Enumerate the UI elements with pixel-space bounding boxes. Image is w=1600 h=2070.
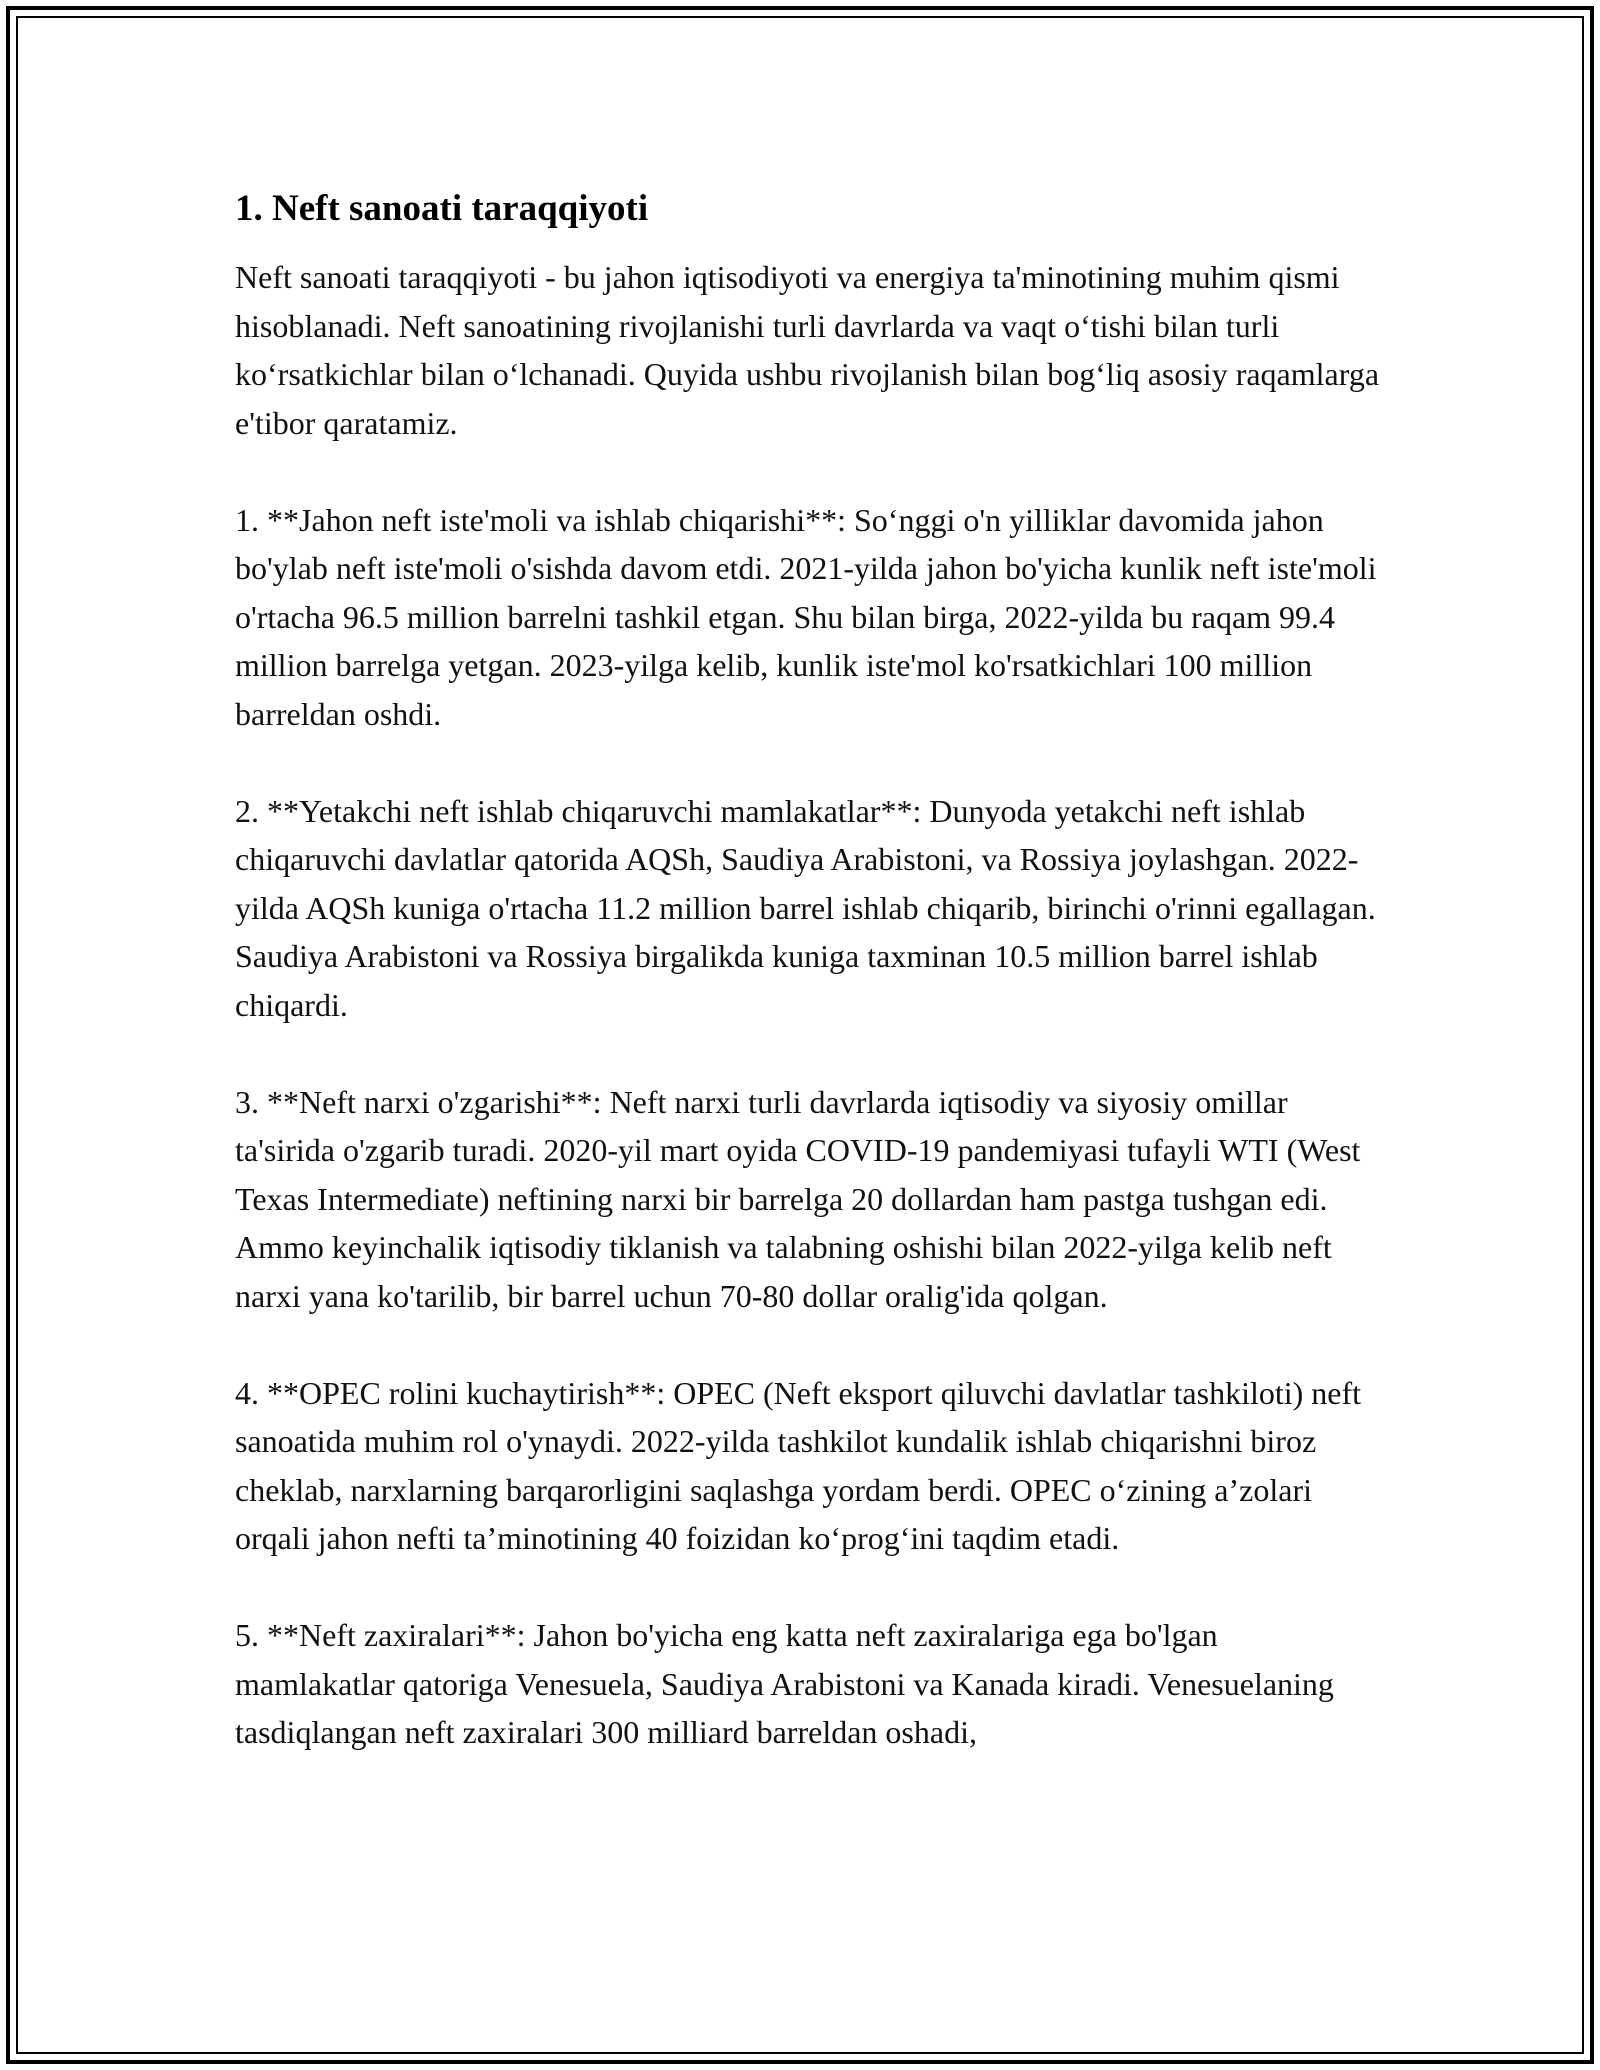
intro-paragraph: Neft sanoati taraqqiyoti - bu jahon iqtisodiyoti va energiya ta'minotining muhim qismi hisoblanadi. Neft sanoatining rivojlanishi turli davrlarda va vaqt o‘tishi bilan turli ko‘rsatkichlar bilan o‘lchanadi. Quyida ushbu rivojlanish bilan bog‘liq asosiy raqamlarga e'tibor qaratamiz. xyxy=(235,259,1380,441)
paragraph-leading-producers: 2. **Yetakchi neft ishlab chiqaruvchi mamlakatlar**: Dunyoda yetakchi neft ishlab chiqaruvchi davlatlar qatorida AQSh, Saudiya Arabistoni, va Rossiya joylashgan. 2022-yilda AQSh kuniga o'rtacha 11.2 million barrel ishlab chiqarib, birinchi o'rinni egallagan. Saudiya Arabistoni va Rossiya birgalikda kuniga taxminan 10.5 million barrel ishlab chiqardi. xyxy=(235,792,1376,1023)
section-heading: 1. Neft sanoati taraqqiyoti xyxy=(235,188,649,229)
paragraph-oil-consumption: 1. **Jahon neft iste'moli va ishlab chiqarishi**: So‘nggi o'n yilliklar davomida jahon bo'ylab neft iste'moli o'sishda davom etdi. 2021-yilda jahon bo'yicha kunlik neft iste'moli o'rtacha 96.5 million barrelni tashkil etgan. Shu bilan birga, 2022-yilda bu raqam 99.4 million barrelga yetgan. 2023-yilga kelib, kunlik iste'mol ko'rsatkichlari 100 million barreldan oshdi. xyxy=(235,501,1377,732)
document-body xyxy=(235,185,1385,1805)
paragraph-oil-reserves: 5. **Neft zaxiralari**: Jahon bo'yicha eng katta neft zaxiralariga ega bo'lgan mamlakatlar qatoriga Venesuela, Saudiya Arabistoni va Kanada kiradi. Venesuelaning tasdiqlangan neft zaxiralari 300 milliard barreldan oshadi, xyxy=(235,1617,1334,1750)
paragraph-oil-price: 3. **Neft narxi o'zgarishi**: Neft narxi turli davrlarda iqtisodiy va siyosiy omillar ta'sirida o'zgarib turadi. 2020-yil mart oyida COVID-19 pandemiyasi tufayli WTI (West Texas Intermediate) neftining narxi bir barrelga 20 dollardan ham pastga tushgan edi. Ammo keyinchalik iqtisodiy tiklanish va talabning oshishi bilan 2022-yilga kelib neft narxi yana ko'tarilib, bir barrel uchun 70-80 dollar oralig'ida qolgan. xyxy=(235,1083,1361,1314)
paragraph-opec: 4. **OPEC rolini kuchaytirish**: OPEC (Neft eksport qiluvchi davlatlar tashkiloti) neft sanoatida muhim rol o'ynaydi. 2022-yilda tashkilot kundalik ishlab chiqarishni biroz cheklab, narxlarning barqarorligini saqlashga yordam berdi. OPEC o‘zining a’zolari orqali jahon nefti ta’minotining 40 foizidan ko‘prog‘ini taqdim etadi. xyxy=(235,1374,1362,1556)
